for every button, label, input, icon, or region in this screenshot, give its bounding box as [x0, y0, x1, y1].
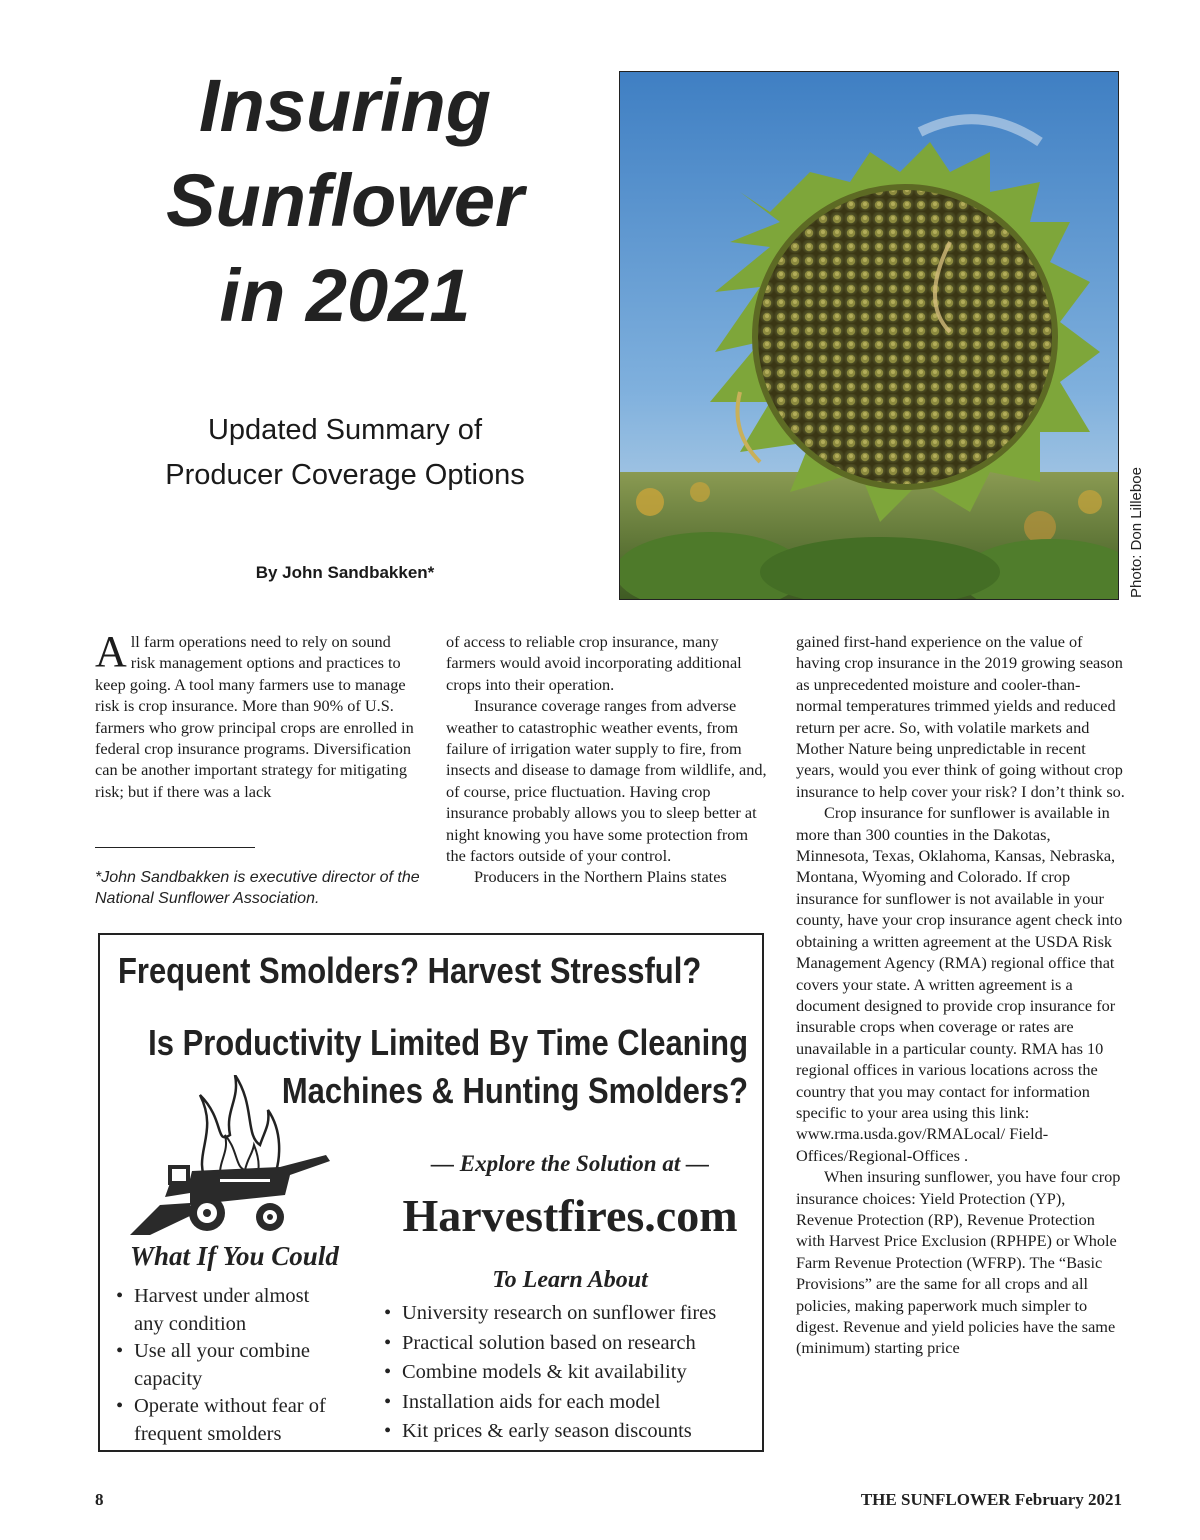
author-footnote: *John Sandbakken is executive director of the National Sunflower Association. [95, 869, 420, 907]
byline: By John Sandbakken* [255, 563, 435, 582]
harvestfires-advertisement [98, 933, 764, 1452]
list-item: • Harvest under almost any condition [114, 1283, 344, 1338]
ad-subheadline-line: Is Productivity Limited By Time Cleaning [148, 1022, 748, 1063]
ad-what-if-heading: What If You Could [130, 1241, 339, 1271]
list-item: • Kit prices & early season discounts [382, 1417, 762, 1447]
paragraph: of access to reliable crop insurance, many farmers would avoid incorporating additional crops into their operation. [446, 632, 742, 694]
title-line: Insuring [199, 64, 491, 147]
subtitle-line: Updated Summary of [207, 414, 482, 446]
publication-footer: THE SUNFLOWER February 2021 [860, 1490, 1122, 1509]
title-line: in 2021 [219, 254, 471, 337]
paragraph: Producers in the Northern Plains states [474, 867, 727, 887]
photo-credit: Photo: Don Lilleboe [1128, 467, 1145, 598]
ad-website-link[interactable]: Harvestfires.com [402, 1190, 738, 1241]
sunflower-photo [619, 71, 1119, 600]
paragraph: gained first-hand experience on the value of having crop insurance in the 2019 growing season as unprecedented moisture and cooler-than-normal temperatures trimmed yields and reduced return per acre. So, with volatile markets and Mother Nature being unpredictable in recent years, would you ever think of going without crop insurance to help cover your risk? I don’t think so. [796, 632, 1125, 801]
paragraph: ll farm operations need to rely on sound risk management options and practices to keep going. A tool many farmers use to manage risk is crop insurance. More than 90% of U.S. farmers who grow principal crops are enrolled in federal crop insurance programs. Diversification can be another important strategy for mitigating risk; but if there was a lack [95, 632, 414, 801]
article-title [95, 58, 595, 343]
combine-fire-icon [130, 1075, 350, 1250]
paragraph: Crop insurance for sunflower is available in more than 300 counties in the Dakotas, Minnesota, Texas, Oklahoma, Kansas, Nebraska, Montana, Wyoming and Colorado. If crop insurance for sunflower is not available in your county, have your crop insurance agent check into obtaining a written agreement at the USDA Risk Management Agency (RMA) regional office that covers your state. A written agreement is a document designed to provide crop insurance for insurable crops when coverage or rates are unavailable in a particular county. RMA has 10 regional offices in various locations across the country that you may contact for information specific to your area using this link: www.rma.usda.gov/RMALocal/ Field-Offices/Regional-Offices . [796, 803, 1123, 1165]
list-item: • Use all your combine capacity [114, 1338, 344, 1393]
ad-learn-list [382, 1299, 762, 1447]
paragraph: Insurance coverage ranges from adverse weather to catastrophic weather events, from failure of irrigation water supply to fire, from insects and disease to damage from wildlife, and, of course, price fluctuation. Having crop insurance probably allows you to sleep better at night knowing you have some protection from the factors outside of your control. [446, 696, 767, 866]
article-column-3 [796, 631, 1126, 1359]
list-item: • University research on sunflower fires [382, 1299, 762, 1329]
list-item: • Installation aids for each model [382, 1388, 762, 1418]
title-line: Sunflower [166, 159, 524, 242]
page-number: 8 [95, 1490, 104, 1509]
list-item: • Combine models & kit availability [382, 1358, 762, 1388]
ad-subheadline-line: Machines & Hunting Smolders? [281, 1070, 748, 1111]
ad-benefits-list [114, 1283, 344, 1448]
paragraph: When insuring sunflower, you have four crop insurance choices: Yield Protection (YP), Revenue Protection (RP), Revenue Protection with Harvest Price Exclusion (RPHPE) or Whole Farm Revenue Protection (WFRP). The “Basic Provisions” are the same for all crops and all policies, making paperwork much simpler to digest. Revenue and yield policies have the same (minimum) starting price [796, 1167, 1121, 1358]
ad-headline: Frequent Smolders? Harvest Stressful? [118, 950, 702, 991]
subtitle-line: Producer Coverage Options [165, 459, 525, 491]
article-column-2 [446, 631, 771, 888]
list-item: • Operate without fear of frequent smolders [114, 1393, 344, 1448]
ad-explore-text: — Explore the Solution at — [431, 1151, 709, 1176]
list-item: • Practical solution based on research [382, 1329, 762, 1359]
article-subtitle [95, 408, 595, 498]
article-column-1 [95, 627, 417, 802]
drop-cap: A [95, 627, 127, 676]
footnote-rule [95, 847, 255, 848]
ad-learn-heading: To Learn About [492, 1267, 648, 1293]
